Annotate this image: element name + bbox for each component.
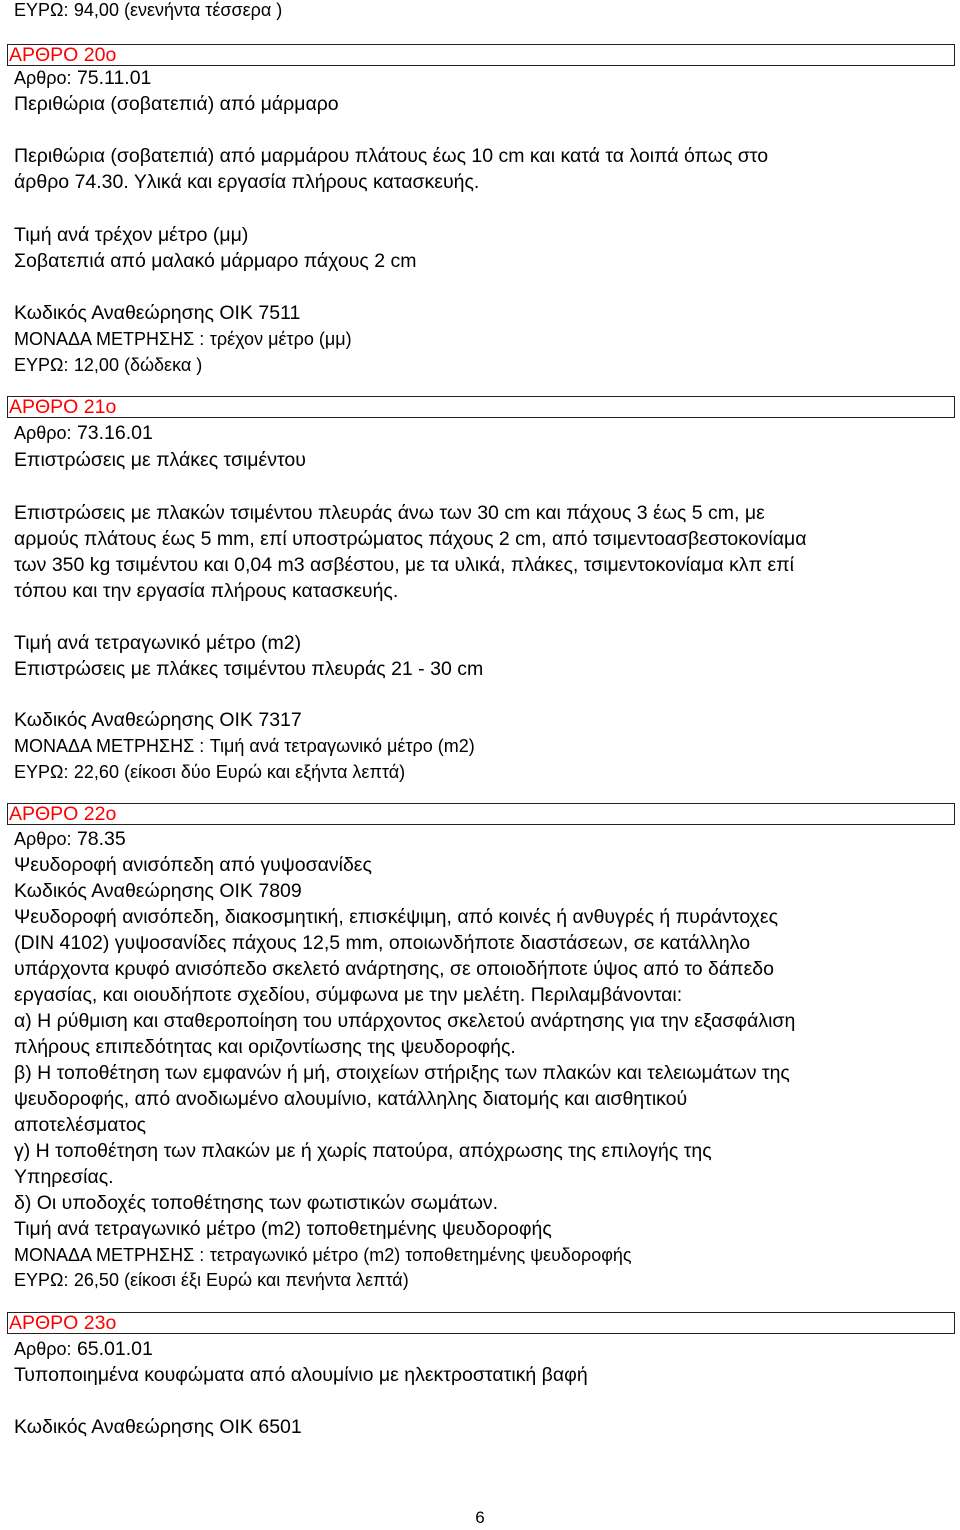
description-line: α) Η ρύθμιση και σταθεροποίηση του υπάρχοντος σκελετού ανάρτησης για την εξασφάλιση — [14, 1010, 796, 1032]
item-line: Επιστρώσεις με πλάκες τσιμέντου πλευράς 21 - 30 cm — [14, 658, 484, 680]
euro-value: 94,00 (ενενήντα τέσσερα ) — [73, 0, 283, 20]
unit-value: τρέχον μέτρο (μμ) — [209, 329, 352, 349]
euro-label: ΕΥΡΩ: — [14, 1270, 69, 1290]
euro-line — [14, 1267, 409, 1293]
euro-line — [14, 0, 282, 23]
description-line: αρμούς πλάτους έως 5 mm, επί υποστρώματος πάχους 2 cm, από τσιμεντοασβεστοκονίαμα — [14, 528, 807, 550]
arthro-line — [14, 65, 151, 91]
revision-code: Κωδικός Αναθεώρησης ΟΙΚ 7511 — [14, 302, 301, 324]
article-header-text: ΑΡΘΡΟ 21ο — [9, 396, 117, 418]
euro-line — [14, 759, 405, 785]
description-line: εργασίας, και οιουδήποτε σχεδίου, σύμφωνα με την μελέτη. Περιλαμβάνονται: — [14, 984, 683, 1006]
description-line: δ) Οι υποδοχές τοποθέτησης των φωτιστικών σωμάτων. — [14, 1192, 499, 1214]
revision-code: Κωδικός Αναθεώρησης ΟΙΚ 6501 — [14, 1416, 302, 1438]
unit-value: τετραγωνικό μέτρο (m2) τοποθετημένης ψευδοροφής — [209, 1245, 632, 1265]
price-unit-line: Τιμή ανά τετραγωνικό μέτρο (m2) — [14, 632, 302, 654]
euro-value: 26,50 (είκοσι έξι Ευρώ και πενήντα λεπτά) — [73, 1270, 409, 1290]
arthro-line — [14, 420, 153, 446]
description-line: β) Η τοποθέτηση των εμφανών ή μή, στοιχείων στήριξης των πλακών και τελειωμάτων της — [14, 1062, 790, 1084]
arthro-line — [14, 826, 126, 852]
arthro-label: Αρθρο: — [14, 829, 72, 849]
arthro-value: 73.16.01 — [76, 422, 153, 444]
unit-value: Τιμή ανά τετραγωνικό μέτρο (m2) — [209, 736, 475, 756]
euro-value: 22,60 (είκοσι δύο Ευρώ και εξήντα λεπτά) — [73, 762, 406, 782]
revision-code: Κωδικός Αναθεώρησης ΟΙΚ 7317 — [14, 709, 302, 731]
article-title: Περιθώρια (σοβατεπιά) από μάρμαρο — [14, 93, 339, 115]
price-unit-line: Τιμή ανά τετραγωνικό μέτρο (m2) τοποθετημένης ψευδοροφής — [14, 1218, 552, 1240]
description-line: γ) Η τοποθέτηση των πλακών με ή χωρίς πατούρα, απόχρωσης της επιλογής της — [14, 1140, 712, 1162]
article-title: Ψευδοροφή ανισόπεδη από γυψοσανίδες — [14, 854, 372, 876]
article-title: Επιστρώσεις με πλάκες τσιμέντου — [14, 449, 306, 471]
description-line: Υπηρεσίας. — [14, 1166, 114, 1188]
arthro-line — [14, 1336, 153, 1362]
arthro-label: Αρθρο: — [14, 68, 72, 88]
description-line: των 350 kg τσιμέντου και 0,04 m3 ασβέστου, με τα υλικά, πλάκες, τσιμεντοκονίαμα κλπ επί — [14, 554, 794, 576]
arthro-value: 78.35 — [76, 828, 126, 850]
unit-label: ΜΟΝΑΔΑ ΜΕΤΡΗΣΗΣ : — [14, 736, 205, 756]
description-line: τόπου και την εργασία πλήρους κατασκευής. — [14, 580, 399, 602]
description-line: υπάρχοντα κρυφό ανισόπεδο σκελετό ανάρτησης, σε οποιοδήποτε ύψος από το δάπεδο — [14, 958, 774, 980]
euro-label: ΕΥΡΩ: — [14, 0, 69, 20]
article-header-21 — [7, 396, 955, 418]
price-unit-line: Τιμή ανά τρέχον μέτρο (μμ) — [14, 224, 249, 246]
unit-label: ΜΟΝΑΔΑ ΜΕΤΡΗΣΗΣ : — [14, 329, 205, 349]
description-line: ψευδοροφής, από ανοδιωμένο αλουμίνιο, κατάλληλης διατομής και αισθητικού — [14, 1088, 688, 1110]
article-header-20 — [7, 44, 955, 66]
arthro-label: Αρθρο: — [14, 1339, 72, 1359]
article-header-text: ΑΡΘΡΟ 20ο — [9, 44, 117, 66]
euro-label: ΕΥΡΩ: — [14, 762, 69, 782]
unit-line — [14, 1242, 632, 1268]
description-line: πλήρους επιπεδότητας και οριζοντίωσης της ψευδοροφής. — [14, 1036, 516, 1058]
euro-line — [14, 352, 202, 378]
description-line: Ψευδοροφή ανισόπεδη, διακοσμητική, επισκέψιμη, από κοινές ή ανθυγρές ή πυράντοχες — [14, 906, 778, 928]
unit-line — [14, 326, 352, 352]
unit-line — [14, 733, 475, 759]
item-line: Σοβατεπιά από μαλακό μάρμαρο πάχους 2 cm — [14, 250, 417, 272]
article-header-23 — [7, 1312, 955, 1334]
article-header-22 — [7, 803, 955, 825]
description-line: (DIN 4102) γυψοσανίδες πάχους 12,5 mm, οποιωνδήποτε διαστάσεων, σε κατάλληλο — [14, 932, 751, 954]
arthro-label: Αρθρο: — [14, 423, 72, 443]
revision-code: Κωδικός Αναθεώρησης ΟΙΚ 7809 — [14, 880, 302, 902]
arthro-value: 65.01.01 — [76, 1338, 153, 1360]
article-title: Τυποποιημένα κουφώματα από αλουμίνιο με ηλεκτροστατική βαφή — [14, 1364, 588, 1386]
arthro-value: 75.11.01 — [76, 67, 152, 89]
page-number: 6 — [475, 1508, 485, 1527]
euro-label: ΕΥΡΩ: — [14, 355, 69, 375]
unit-label: ΜΟΝΑΔΑ ΜΕΤΡΗΣΗΣ : — [14, 1245, 205, 1265]
description-line: Περιθώρια (σοβατεπιά) από μαρμάρου πλάτους έως 10 cm και κατά τα λοιπά όπως στο — [14, 145, 769, 167]
description-line: άρθρο 74.30. Υλικά και εργασία πλήρους κατασκευής. — [14, 171, 480, 193]
description-line: Επιστρώσεις με πλακών τσιμέντου πλευράς άνω των 30 cm και πάχους 3 έως 5 cm, με — [14, 502, 765, 524]
article-header-text: ΑΡΘΡΟ 22ο — [9, 803, 117, 825]
description-line: αποτελέσματος — [14, 1114, 147, 1136]
article-header-text: ΑΡΘΡΟ 23ο — [9, 1312, 117, 1334]
euro-value: 12,00 (δώδεκα ) — [73, 355, 203, 375]
